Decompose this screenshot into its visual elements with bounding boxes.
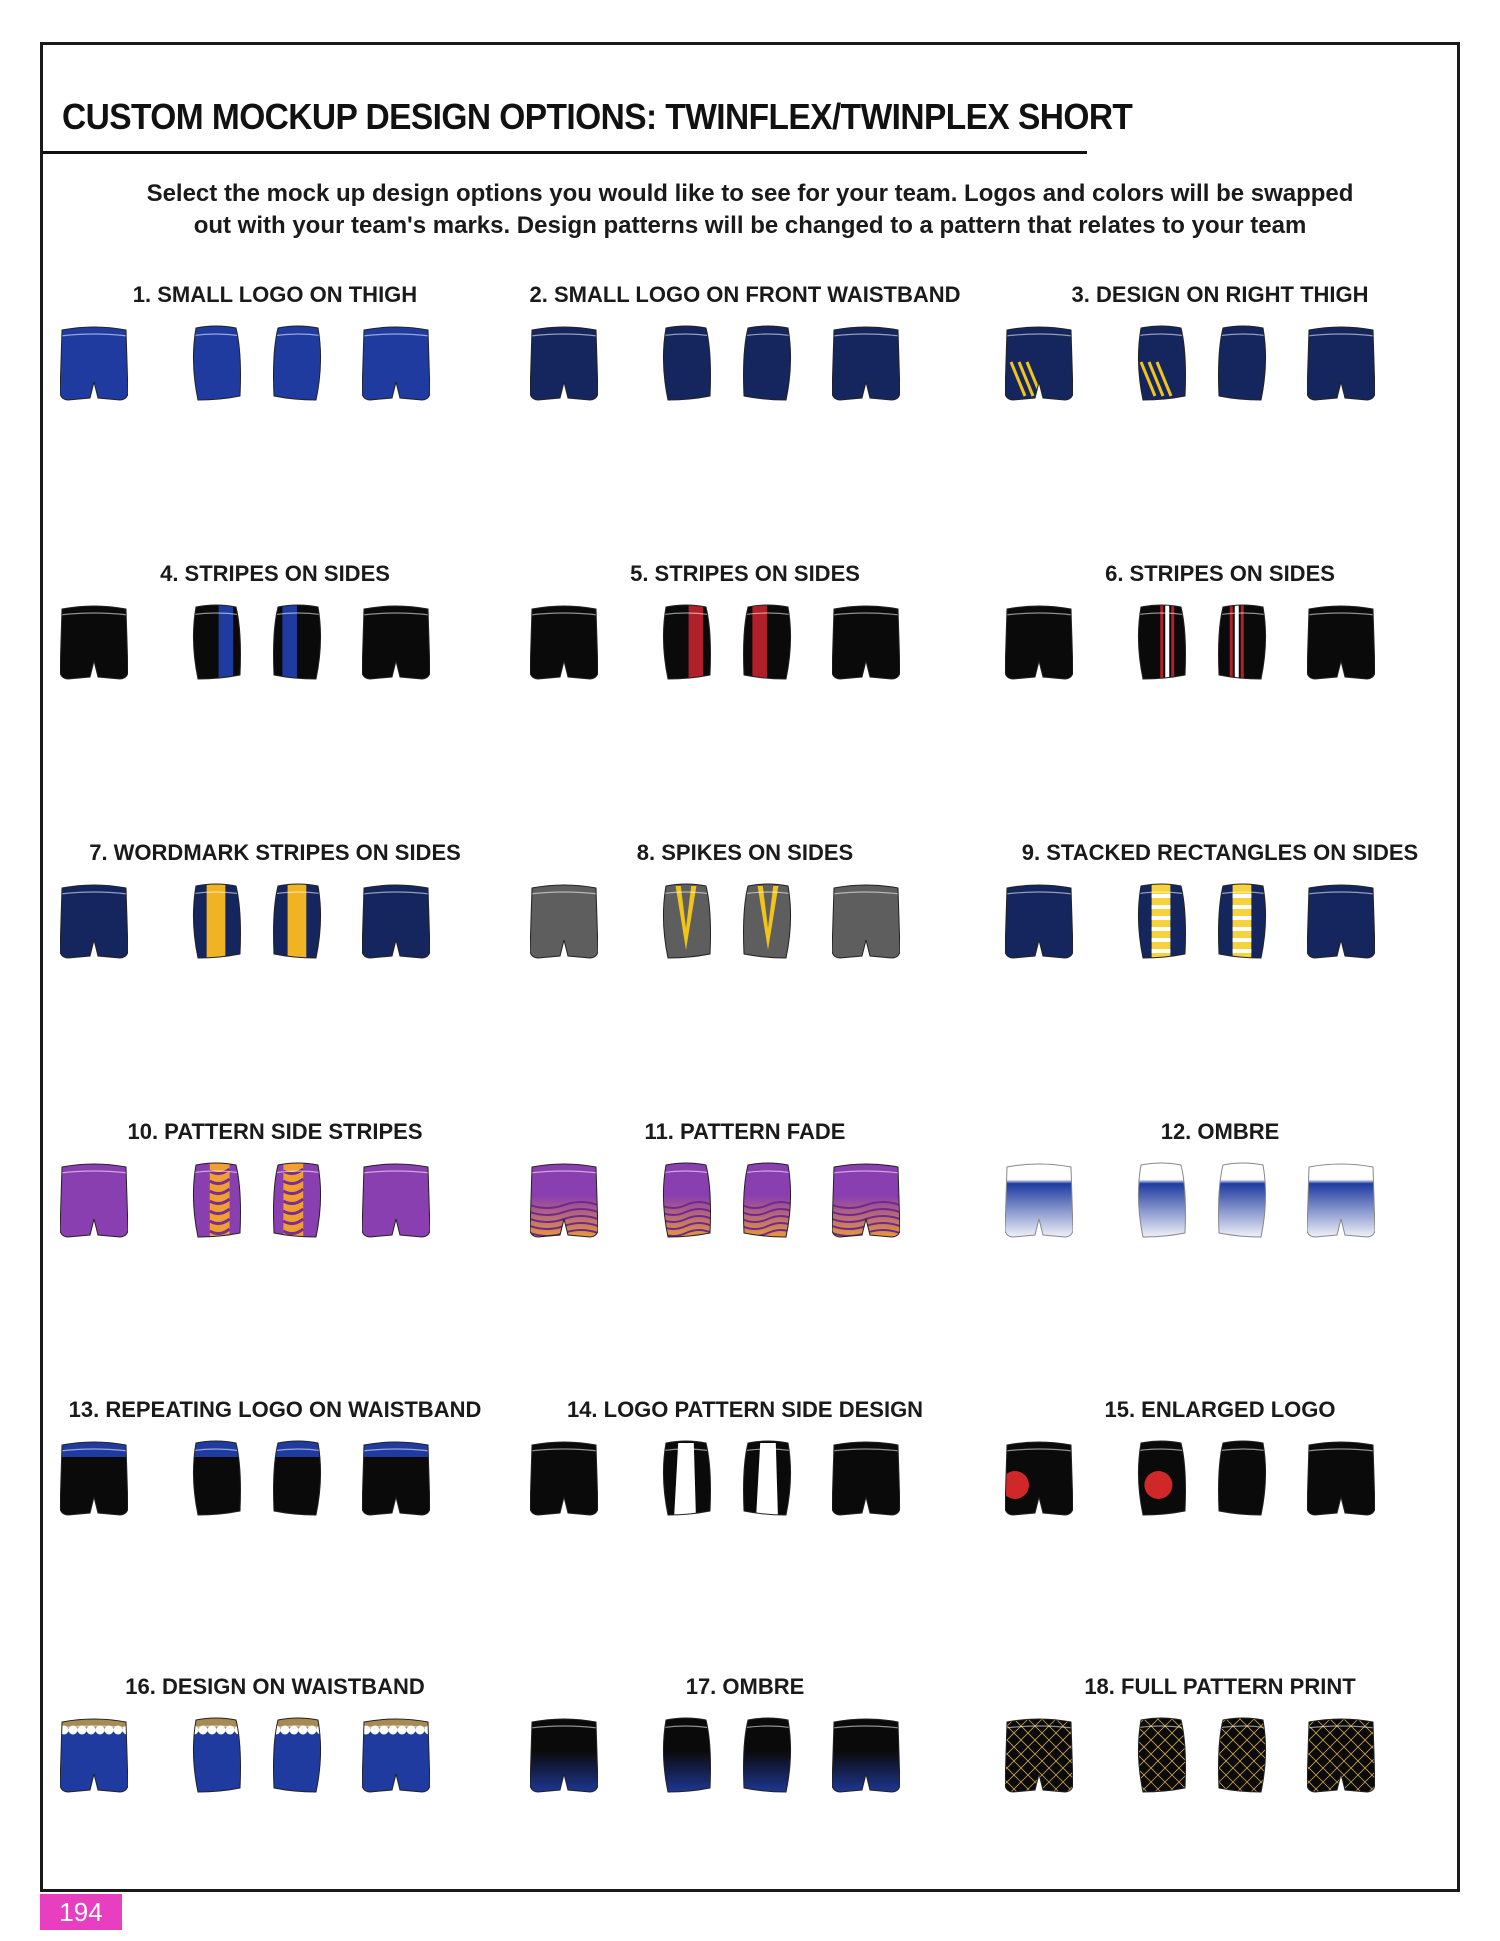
short-side-right-view [1217, 880, 1269, 962]
design-option [40, 1119, 510, 1319]
short-side-right-view [742, 880, 794, 962]
short-front-view [1005, 601, 1073, 683]
short-back-view [362, 880, 430, 962]
short-side-right-view [1217, 1437, 1269, 1519]
title-underline [42, 151, 1087, 154]
design-option-label: 17. OMBRE [685, 1674, 805, 1699]
design-option [985, 1119, 1455, 1319]
short-side-right-view [272, 1437, 324, 1519]
short-back-view [1307, 601, 1375, 683]
design-option [40, 1674, 510, 1874]
short-side-right-view [272, 880, 324, 962]
short-side-left-view [190, 1159, 242, 1241]
short-side-left-view [1135, 322, 1187, 404]
design-option [40, 561, 510, 761]
short-side-right-view [742, 322, 794, 404]
short-back-view [362, 1714, 430, 1796]
design-option [40, 1397, 510, 1597]
short-side-left-view [660, 322, 712, 404]
short-side-right-view [272, 1714, 324, 1796]
short-side-right-view [1217, 1714, 1269, 1796]
short-side-left-view [1135, 880, 1187, 962]
short-front-view [60, 1437, 128, 1519]
short-side-left-view [660, 601, 712, 683]
design-option-label: 13. REPEATING LOGO ON WAISTBAND [68, 1397, 482, 1422]
design-option-label: 3. DESIGN ON RIGHT THIGH [1071, 282, 1369, 307]
short-side-left-view [190, 1437, 242, 1519]
short-front-view [60, 880, 128, 962]
short-side-right-view [1217, 1159, 1269, 1241]
short-side-left-view [190, 601, 242, 683]
short-side-left-view [1135, 1159, 1187, 1241]
short-side-left-view [1135, 1437, 1187, 1519]
short-views [40, 880, 510, 980]
design-option [40, 282, 510, 482]
short-views [985, 601, 1455, 701]
short-back-view [1307, 880, 1375, 962]
short-front-view [530, 601, 598, 683]
short-side-left-view [190, 322, 242, 404]
design-option-label: 9. STACKED RECTANGLES ON SIDES [1021, 840, 1419, 865]
short-back-view [1307, 1159, 1375, 1241]
short-back-view [832, 1437, 900, 1519]
short-front-view [60, 322, 128, 404]
design-option [40, 840, 510, 1040]
short-views [985, 880, 1455, 980]
design-option [985, 1674, 1455, 1874]
short-views [40, 322, 510, 422]
short-views [510, 880, 980, 980]
short-views [985, 1159, 1455, 1259]
short-back-view [362, 601, 430, 683]
short-side-right-view [1217, 322, 1269, 404]
short-side-left-view [1135, 1714, 1187, 1796]
short-back-view [362, 1159, 430, 1241]
design-option-label: 12. OMBRE [1160, 1119, 1280, 1144]
short-front-view [60, 601, 128, 683]
design-option-label: 16. DESIGN ON WAISTBAND [125, 1674, 425, 1699]
short-side-right-view [272, 1159, 324, 1241]
design-option-label: 5. STRIPES ON SIDES [630, 561, 860, 586]
design-option-label: 6. STRIPES ON SIDES [1105, 561, 1335, 586]
design-option-label: 1. SMALL LOGO ON THIGH [132, 282, 418, 307]
design-option [510, 1397, 980, 1597]
design-option-label: 10. PATTERN SIDE STRIPES [127, 1119, 423, 1144]
design-option [985, 561, 1455, 761]
design-option-label: 7. WORDMARK STRIPES ON SIDES [89, 840, 461, 865]
design-option [985, 1397, 1455, 1597]
short-views [510, 1437, 980, 1537]
short-front-view [1005, 1437, 1073, 1519]
instructions-line-2: out with your team's marks. Design patterns will be changed to a pattern that relates to your team [193, 212, 1307, 239]
short-back-view [362, 1437, 430, 1519]
short-back-view [1307, 1714, 1375, 1796]
short-views [510, 601, 980, 701]
short-side-left-view [660, 1437, 712, 1519]
short-views [40, 601, 510, 701]
short-side-left-view [190, 1714, 242, 1796]
design-option [510, 1674, 980, 1874]
design-option [510, 282, 980, 482]
design-option-label: 8. SPIKES ON SIDES [636, 840, 854, 865]
page-title: CUSTOM MOCKUP DESIGN OPTIONS: TWINFLEX/TWINPLEX SHORT [62, 96, 1133, 137]
short-front-view [530, 1714, 598, 1796]
design-option-label: 15. ENLARGED LOGO [1104, 1397, 1336, 1422]
short-side-right-view [742, 601, 794, 683]
design-option [510, 561, 980, 761]
short-front-view [1005, 880, 1073, 962]
short-front-view [530, 1159, 598, 1241]
short-back-view [362, 322, 430, 404]
short-side-right-view [742, 1714, 794, 1796]
short-front-view [530, 880, 598, 962]
short-back-view [832, 1159, 900, 1241]
short-back-view [1307, 322, 1375, 404]
short-back-view [832, 1714, 900, 1796]
design-option-label: 11. PATTERN FADE [644, 1119, 846, 1144]
short-back-view [1307, 1437, 1375, 1519]
short-views [985, 322, 1455, 422]
short-views [985, 1437, 1455, 1537]
short-side-right-view [272, 322, 324, 404]
short-side-right-view [742, 1159, 794, 1241]
short-front-view [530, 322, 598, 404]
short-side-left-view [190, 880, 242, 962]
short-views [510, 1159, 980, 1259]
short-side-right-view [272, 601, 324, 683]
short-side-right-view [742, 1437, 794, 1519]
design-option [510, 840, 980, 1040]
short-front-view [1005, 322, 1073, 404]
design-option [510, 1119, 980, 1319]
short-side-left-view [660, 1714, 712, 1796]
short-views [40, 1437, 510, 1537]
instructions-line-1: Select the mock up design options you would like to see for your team. Logos and colors will be swapped [146, 180, 1354, 207]
short-side-right-view [1217, 601, 1269, 683]
design-option-label: 14. LOGO PATTERN SIDE DESIGN [566, 1397, 924, 1422]
short-front-view [1005, 1714, 1073, 1796]
design-option-label: 2. SMALL LOGO ON FRONT WAISTBAND [529, 282, 961, 307]
short-views [40, 1714, 510, 1814]
design-option-label: 4. STRIPES ON SIDES [160, 561, 390, 586]
page-number: 194 [40, 1894, 122, 1930]
short-views [40, 1159, 510, 1259]
instructions-text [60, 178, 1440, 242]
short-back-view [832, 601, 900, 683]
short-views [510, 322, 980, 422]
short-front-view [1005, 1159, 1073, 1241]
short-views [985, 1714, 1455, 1814]
short-front-view [530, 1437, 598, 1519]
short-front-view [60, 1714, 128, 1796]
short-front-view [60, 1159, 128, 1241]
short-side-left-view [660, 1159, 712, 1241]
design-option [985, 282, 1455, 482]
short-views [510, 1714, 980, 1814]
short-side-left-view [660, 880, 712, 962]
design-option [985, 840, 1455, 1040]
design-option-label: 18. FULL PATTERN PRINT [1084, 1674, 1356, 1699]
short-back-view [832, 322, 900, 404]
short-side-left-view [1135, 601, 1187, 683]
short-back-view [832, 880, 900, 962]
